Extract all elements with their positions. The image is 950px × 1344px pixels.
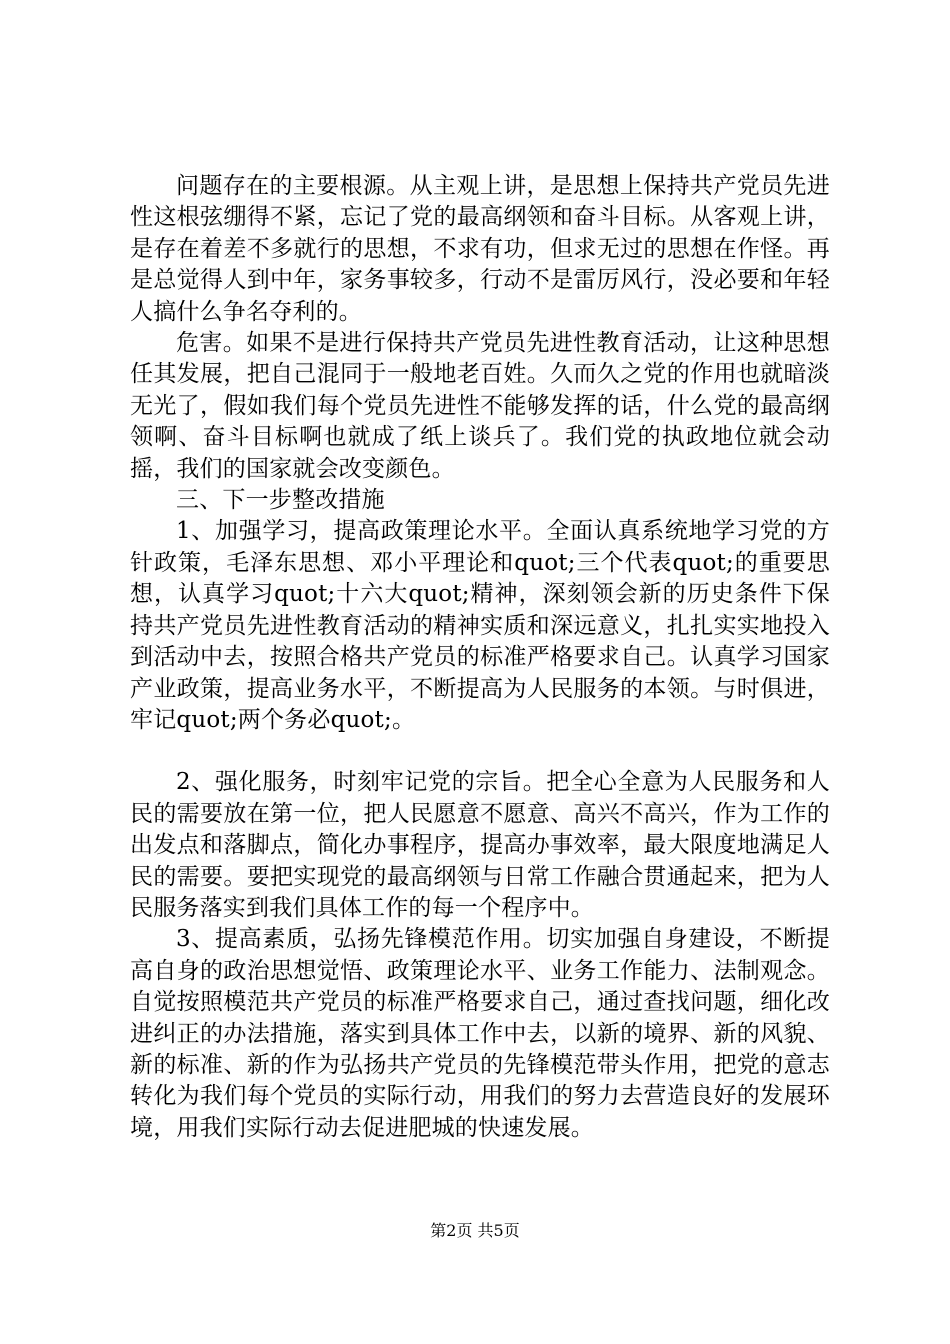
paragraph-measure-3: 3、提高素质，弘扬先锋模范作用。切实加强自身建设，不断提高自身的政治思想觉悟、政策理论水平、业务工作能力、法制观念。自觉按照模范共产党员的标准严格要求自己，通过查找问题，细化改进纠正的办法措施，落实到具体工作中去，以新的境界、新的风貌、新的标准、新的作为弘扬共产党员的先锋模范带头作用，把党的意志转化为我们每个党员的实际行动，用我们的努力去营造良好的发展环境，用我们实际行动去促进肥城的快速发展。	[130, 926, 830, 1141]
paragraph-root-cause: 问题存在的主要根源。从主观上讲，是思想上保持共产党员先进性这根弦绷得不紧，忘记了党的最高纲领和奋斗目标。从客观上讲，是存在着差不多就行的思想，不求有功，但求无过的思想在作怪。再是总觉得人到中年，家务事较多，行动不是雷厉风行，没必要和年轻人搞什么争名夺利的。	[130, 173, 830, 325]
paragraph-measure-2: 2、强化服务，时刻牢记党的宗旨。把全心全意为人民服务和人民的需要放在第一位，把人民愿意不愿意、高兴不高兴，作为工作的出发点和落脚点，简化办事程序，提高办事效率，最大限度地满足人民的需要。要把实现党的最高纲领与日常工作融合贯通起来，把为人民服务落实到我们具体工作的每一个程序中。	[130, 769, 830, 921]
paragraph-measure-1: 1、加强学习，提高政策理论水平。全面认真系统地学习党的方针政策，毛泽东思想、邓小平理论和quot;三个代表quot;的重要思想，认真学习quot;十六大quot;精神，深刻领会新的历史条件下保持共产党员先进性教育活动的精神实质和深远意义，扎扎实实地投入到活动中去，按照合格共产党员的标准严格要求自己。认真学习国家产业政策，提高业务水平，不断提高为人民服务的本领。与时俱进，牢记quot;两个务必quot;。	[130, 518, 830, 733]
document-body	[130, 171, 830, 1144]
section-heading-next-steps: 三、下一步整改措施	[176, 487, 385, 514]
paragraph-gap	[130, 736, 830, 767]
page-footer: 第2页 共5页	[430, 1221, 520, 1240]
paragraph-harm: 危害。如果不是进行保持共产党员先进性教育活动，让这种思想任其发展，把自己混同于一般地老百姓。久而久之党的作用也就暗淡无光了，假如我们每个党员先进性不能够发挥的话，什么党的最高纲领啊、奋斗目标啊也就成了纸上谈兵了。我们党的执政地位就会动摇，我们的国家就会改变颜色。	[130, 330, 830, 482]
